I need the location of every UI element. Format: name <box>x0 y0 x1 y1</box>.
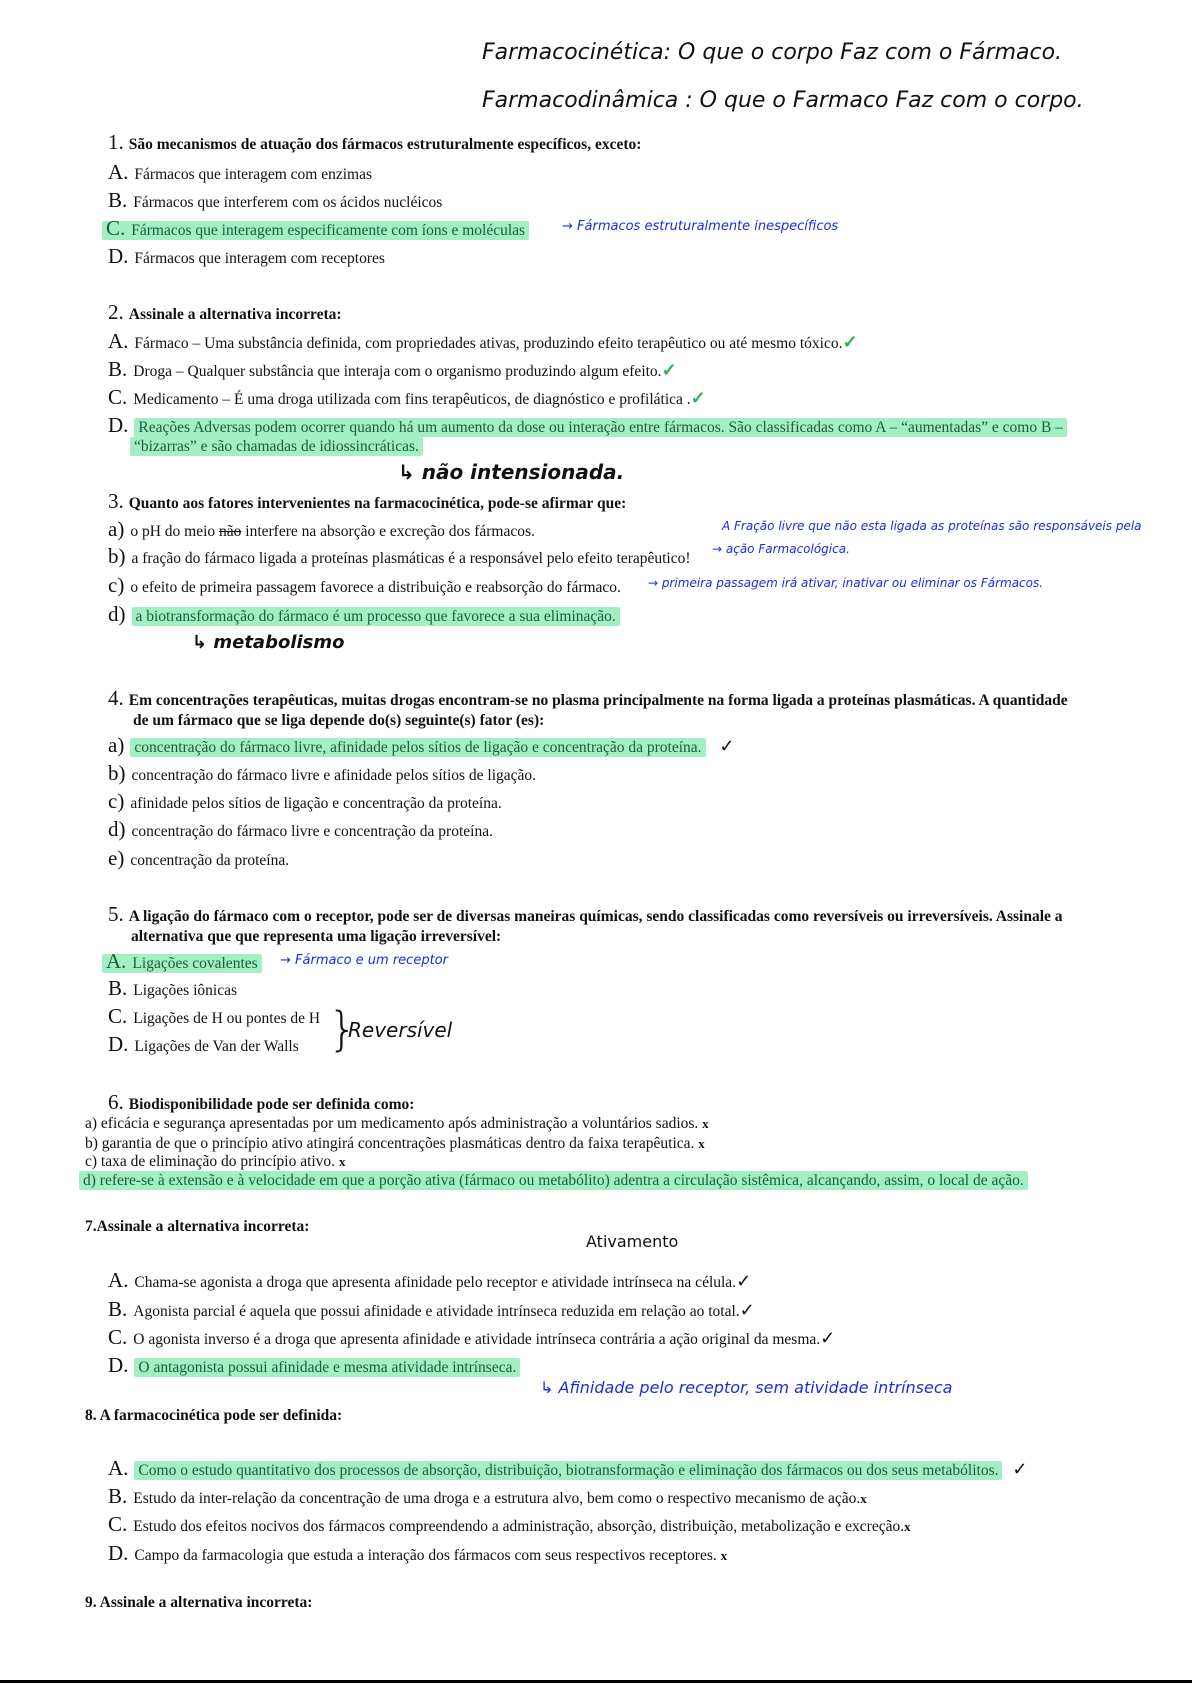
q3-note-c: → primeira passagem irá ativar, inativar ou eliminar os Fármacos. <box>648 576 1044 590</box>
page-bottom-border <box>0 1680 1192 1683</box>
q5-option-d: D. Ligações de Van der Walls <box>108 1032 299 1056</box>
q1-note: → Fármacos estruturalmente inespecíficos <box>562 219 839 234</box>
question-9: 9. Assinale a alternativa incorreta: <box>85 1594 313 1611</box>
q1-option-a: A. Fármacos que interagem com enzimas <box>108 160 373 184</box>
question-3: 3. Quanto aos fatores intervenientes na farmacocinética, pode-se afirmar que: <box>108 489 627 513</box>
q6-option-c: c) taxa de eliminação do princípio ativo. x <box>85 1153 346 1170</box>
note-farmacocinetica: Farmacocinética: O que o corpo Faz com o Fármaco. <box>482 40 1063 65</box>
q4-option-c: c) afinidade pelos sítios de ligação e concentração da proteína. <box>108 789 502 813</box>
q2-option-d-line2: “bizarras” e são chamadas de idiossincráticas. <box>130 437 423 457</box>
q2-option-b: B. Droga – Qualquer substância que interaja com o organismo produzindo algum efeito.✓ <box>108 357 677 381</box>
question-5-line2: alternativa que que representa uma ligação irreversível: <box>131 928 502 945</box>
q2-option-c: C. Medicamento – É uma droga utilizada com fins terapêuticos, de diagnóstico e profilática .✓ <box>108 385 706 409</box>
q3-option-c: c) o efeito de primeira passagem favorece a distribuição e reabsorção do fármaco. <box>108 573 621 597</box>
q3-note-b-2: → ação Farmacológica. <box>712 542 850 556</box>
q6-option-a: a) eficácia e segurança apresentadas por um medicamento após administração a voluntários sadios. x <box>85 1115 709 1132</box>
question-1: 1. São mecanismos de atuação dos fármacos estruturalmente específicos, exceto: <box>108 130 642 154</box>
q5-option-a: A. Ligações covalentes <box>102 951 262 974</box>
question-6: 6. Biodisponibilidade pode ser definida como: <box>108 1090 415 1114</box>
q3-note-b-1: A Fração livre que não esta ligada as proteínas são responsáveis pela <box>722 519 1142 533</box>
q4-option-d: d) concentração do fármaco livre e concentração da proteína. <box>108 817 493 841</box>
q3-option-b: b) a fração do fármaco ligada a proteínas plasmáticas é a responsável pelo efeito terapêutico! <box>108 544 691 568</box>
q8-option-c: C. Estudo dos efeitos nocivos dos fármacos compreendendo a administração, absorção, distribuição, metabolização e excreção.x <box>108 1512 911 1536</box>
q7-option-a: A. Chama-se agonista a droga que apresenta afinidade pelo receptor e atividade intrínseca na célula.✓ <box>108 1268 752 1292</box>
q1-option-b: B. Fármacos que interferem com os ácidos nucléicos <box>108 188 443 212</box>
q2-note: ↳ não intensionada. <box>398 460 625 484</box>
q7-option-c: C. O agonista inverso é a droga que apresenta afinidade e atividade intrínseca contrária a ação original da mesma.✓ <box>108 1325 836 1349</box>
q7-note-d: ↳ Afinidade pelo receptor, sem atividade intrínseca <box>540 1378 953 1397</box>
q5-note-reversivel: Reversível <box>348 1018 453 1042</box>
q7-option-d: D. O antagonista possui afinidade e mesma atividade intrínseca. <box>108 1355 520 1378</box>
q2-option-d: D. Reações Adversas podem ocorrer quando há um aumento da dose ou interação entre fármacos. São classificadas como A – “aumentadas” e como B – <box>108 415 1067 438</box>
question-8: 8. A farmacocinética pode ser definida: <box>85 1407 343 1424</box>
q5-option-c: C. Ligações de H ou pontes de H <box>108 1004 321 1028</box>
question-2: 2. Assinale a alternativa incorreta: <box>108 300 342 324</box>
q8-option-a: A. Como o estudo quantitativo dos processos de absorção, distribuição, biotransformação e eliminação dos fármacos ou dos seus metabólitos. ✓ <box>108 1456 1028 1480</box>
q4-option-b: b) concentração do fármaco livre e afinidade pelos sítios de ligação. <box>108 761 537 785</box>
q4-option-a: a) concentração do fármaco livre, afinidade pelos sítios de ligação e concentração da proteína. ✓ <box>108 733 735 757</box>
q6-option-b: b) garantia de que o princípio ativo atingirá concentrações plasmáticas dentro da faixa terapêutica. x <box>85 1135 705 1152</box>
q4-option-e: e) concentração da proteína. <box>108 846 290 870</box>
q3-option-a: a) o pH do meio não interfere na absorção e excreção dos fármacos. <box>108 517 535 541</box>
question-5: 5. A ligação do fármaco com o receptor, pode ser de diversas maneiras químicas, sendo classificadas como reversíveis ou irreversíveis. Assinale a <box>108 902 1063 926</box>
q5-note-a: → Fármaco e um receptor <box>280 953 448 968</box>
q6-option-d: d) refere-se à extensão e à velocidade em que a porção ativa (fármaco ou metabólito) adentra a circulação sistêmica, alcançando, assim, o local de ação. <box>79 1171 1028 1191</box>
q2-option-a: A. Fármaco – Uma substância definida, com propriedades ativas, produzindo efeito terapêutico ou até mesmo tóxico.✓ <box>108 329 858 353</box>
q5-option-b: B. Ligações iônicas <box>108 976 237 1000</box>
q7-note-ativamento: Ativamento <box>586 1232 679 1251</box>
q7-option-b: B. Agonista parcial é aquela que possui afinidade e atividade intrínseca reduzida em relação ao total.✓ <box>108 1297 755 1321</box>
q1-option-d: D. Fármacos que interagem com receptores <box>108 244 385 268</box>
question-4-line2: de um fármaco que se liga depende do(s) seguinte(s) fator (es): <box>133 712 545 729</box>
brace-icon: } <box>328 1002 358 1056</box>
q8-option-b: B. Estudo da inter-relação da concentração de uma droga e a estrutura alvo, bem como o respectivo mecanismo de ação.x <box>108 1484 867 1508</box>
question-7: 7.Assinale a alternativa incorreta: <box>85 1218 310 1235</box>
q3-option-d: d) a biotransformação do fármaco é um processo que favorece a sua eliminação. <box>108 604 620 627</box>
q3-note-d: ↳ metabolismo <box>192 632 345 653</box>
question-4: 4. Em concentrações terapêuticas, muitas drogas encontram-se no plasma principalmente na forma ligada a proteínas plasmáticas. A quantidade <box>108 686 1068 710</box>
q1-option-c: C. Fármacos que interagem especificamente com íons e moléculas <box>102 218 529 241</box>
q8-option-d: D. Campo da farmacologia que estuda a interação dos fármacos com seus respectivos receptores. x <box>108 1541 728 1565</box>
note-farmacodinamica: Farmacodinâmica : O que o Farmaco Faz com o corpo. <box>482 88 1084 113</box>
